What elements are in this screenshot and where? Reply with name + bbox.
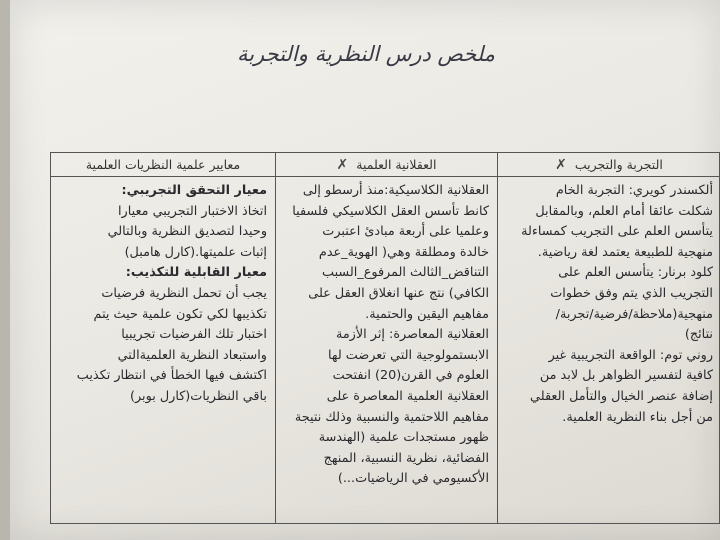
text-line: اختبار تلك الفرضيات تجريبيا bbox=[121, 327, 267, 343]
text-line: واستبعاد النظرية العلميةالتي bbox=[117, 347, 267, 363]
text-line: منهجية(ملاحظة/فرضية/تجربة/ bbox=[555, 306, 713, 322]
text-line: نتائج) bbox=[684, 327, 713, 343]
text-line: العقلانية الكلاسيكية:منذ أرسطو إلى bbox=[302, 183, 489, 198]
text-line: الأكسيومي في الرياضيات...) bbox=[337, 471, 489, 487]
text-line: ألكسندر كويري: التجربة الخام bbox=[555, 183, 713, 198]
column-header-label: التجربة والتجريب bbox=[574, 157, 663, 172]
text-line: من أجل بناء النظرية العلمية. bbox=[562, 409, 713, 425]
text-line: العلوم في القرن(20) انفتحت bbox=[332, 368, 489, 384]
column-header-rationality bbox=[276, 153, 498, 177]
text-line: إثبات علميتها.(كارل هامبل) bbox=[124, 244, 267, 260]
text-line: الابستمولوجية التي تعرضت لها bbox=[328, 347, 489, 363]
text-line: روني توم: الواقعة التجريبية غير bbox=[548, 347, 713, 363]
text-line: وعلميا على أربعة مبادئ اعتبرت bbox=[322, 224, 489, 240]
text-line: تكذيبها لكي تكون علمية حيث يتم bbox=[93, 306, 267, 322]
text-line: باقي النظريات(كارل بوبر) bbox=[129, 388, 267, 404]
text-line: الفضائية، نظرية النسبية، المنهج bbox=[323, 450, 489, 466]
text-line: شكلت عائقا أمام العلم، وبالمقابل bbox=[535, 203, 713, 219]
text-line: كانط تأسس العقل الكلاسيكي فلسفيا bbox=[292, 203, 489, 219]
text-line: ظهور مستجدات علمية (الهندسة bbox=[318, 430, 489, 446]
column-header-experiment bbox=[498, 153, 720, 177]
column-header-label: معايير علمية النظريات العلمية bbox=[85, 157, 241, 172]
text-line: منهجية للطبيعة يعتمد لغة رياضية. bbox=[537, 244, 713, 260]
text-line: معيار التحقق التجريبي: bbox=[121, 183, 267, 198]
text-line: مفاهيم اللاحتمية والنسبية وذلك نتيجة bbox=[294, 409, 489, 425]
text-line: الكافي) نتج عنها انغلاق العقل على bbox=[308, 285, 489, 301]
column-body-experiment bbox=[498, 177, 720, 523]
text-line: مفاهيم اليقين والحتمية. bbox=[365, 306, 489, 322]
text-line: يتأسس العلم على التجريب كمساءلة bbox=[521, 224, 713, 240]
text-line: يجب أن تحمل النظرية فرضيات bbox=[101, 285, 267, 301]
text-line: التجريب الذي يتم وفق خطوات bbox=[550, 285, 713, 301]
column-body-rationality bbox=[276, 177, 498, 523]
column-body-criteria bbox=[51, 177, 276, 523]
text-line: العقلانية المعاصرة: إثر الأزمة bbox=[335, 327, 489, 343]
column-header-label: العقلانية العلمية bbox=[356, 157, 437, 172]
paper-sheet bbox=[10, 0, 720, 540]
text-line: العقلانية العلمية المعاصرة على bbox=[326, 388, 489, 404]
text-line: كلود برنار: يتأسس العلم على bbox=[558, 265, 713, 281]
text-line: اكتشف فيها الخطأ في انتظار تكذيب bbox=[76, 368, 267, 384]
text-line: كافية لتفسير الظواهر بل لابد من bbox=[539, 368, 713, 384]
x-mark-icon: ✗ bbox=[555, 157, 567, 173]
summary-table bbox=[50, 152, 720, 524]
text-line: خالدة ومطلقة وهي( الهوية_عدم bbox=[318, 244, 489, 260]
column-header-criteria bbox=[51, 153, 276, 177]
text-line: اتخاذ الاختبار التجريبي معيارا bbox=[118, 203, 267, 219]
x-mark-icon: ✗ bbox=[336, 157, 349, 173]
document-title: ملخص درس النظرية والتجربة bbox=[236, 42, 496, 66]
text-line: معيار القابلية للتكذيب: bbox=[125, 265, 267, 281]
text-line: إضافة عنصر الخيال والتأمل العقلي bbox=[530, 388, 713, 404]
text-line: وحيدا لتصديق النظرية وبالتالي bbox=[107, 224, 267, 240]
text-line: التناقض_الثالث المرفوع_السبب bbox=[322, 265, 489, 281]
